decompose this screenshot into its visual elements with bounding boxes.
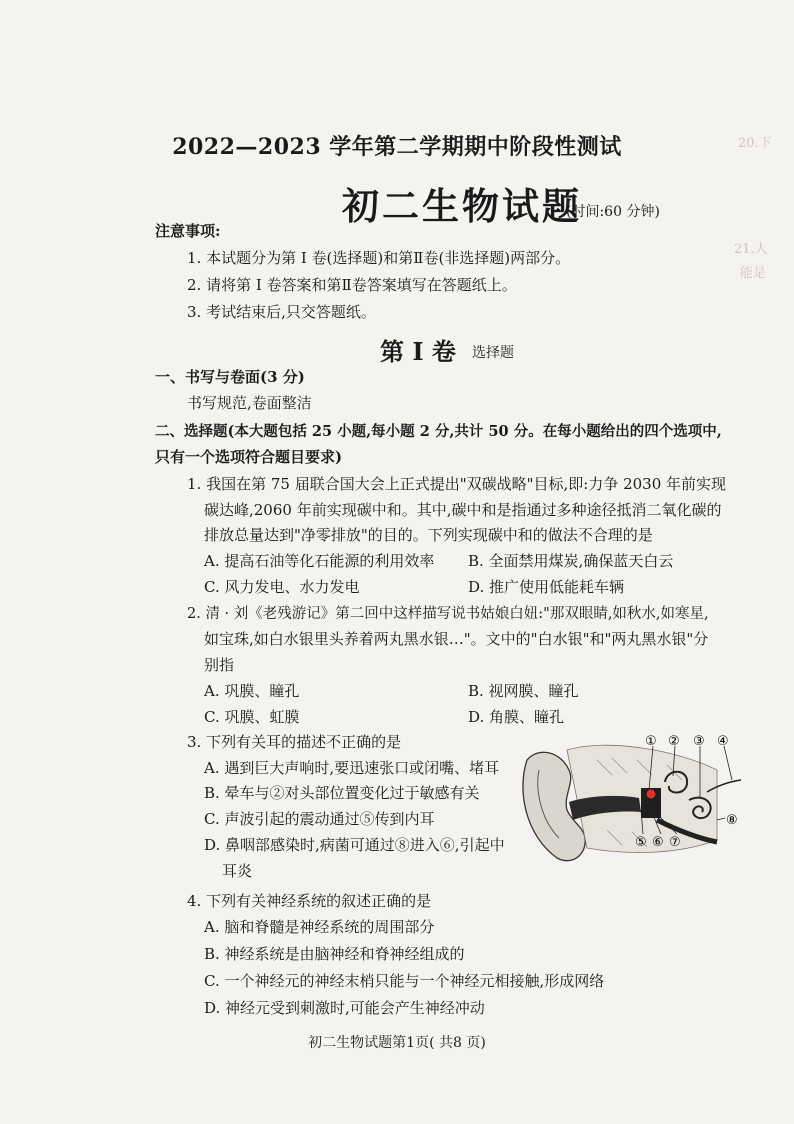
note-item: 1. 本试题分为第 I 卷(选择题)和第Ⅱ卷(非选择题)两部分。 xyxy=(187,249,571,267)
q1-stem: 碳达峰,2060 年前实现碳中和。其中,碳中和是指通过多种途径抵消二氧化碳的 xyxy=(204,501,722,519)
q4-stem: 4. 下列有关神经系统的叙述正确的是 xyxy=(187,892,432,910)
bleed-through-mark: 20.下 xyxy=(738,136,772,151)
notes-heading: 注意事项: xyxy=(155,222,221,240)
volume-title: 第 I 卷 xyxy=(380,337,456,366)
q1-option-d: D. 推广使用低能耗车辆 xyxy=(468,578,625,596)
section2-heading: 二、选择题(本大题包括 25 小题,每小题 2 分,共计 50 分。在每小题给出的四个选项中, xyxy=(155,423,722,440)
q3-option-b: B. 晕车与②对头部位置变化过于敏感有关 xyxy=(204,784,480,802)
bleed-through-mark: 21.人 xyxy=(734,242,768,257)
q4-option-a: A. 脑和脊髓是神经系统的周围部分 xyxy=(204,918,435,936)
q1-option-c: C. 风力发电、水力发电 xyxy=(204,578,360,596)
q1-option-a: A. 提高石油等化石能源的利用效率 xyxy=(204,552,435,570)
bleed-through-mark: 能是 xyxy=(740,266,767,281)
q2-stem: 如宝珠,如白水银里头养着两丸黑水银…"。文中的"白水银"和"两丸黑水银"分 xyxy=(204,630,709,648)
q3-option-d: D. 鼻咽部感染时,病菌可通过⑧进入⑥,引起中 xyxy=(204,836,505,854)
q2-option-d: D. 角膜、瞳孔 xyxy=(468,708,565,726)
section1-body: 书写规范,卷面整洁 xyxy=(187,394,312,412)
label-3: ③ xyxy=(693,734,705,749)
q1-stem: 排放总量达到"净零排放"的目的。下列实现碳中和的做法不合理的是 xyxy=(204,526,653,544)
label-4: ④ xyxy=(717,734,729,749)
label-6: ⑥ xyxy=(652,835,664,850)
exam-title: 2022—2023 学年第二学期期中阶段性测试 xyxy=(172,134,622,160)
exam-subject: 初二生物试题 xyxy=(342,184,582,228)
label-8: ⑧ xyxy=(726,813,738,828)
q1-stem: 1. 我国在第 75 届联合国大会上正式提出"双碳战略"目标,即:力争 2030 年前实现 xyxy=(187,475,727,493)
q3-stem: 3. 下列有关耳的描述不正确的是 xyxy=(187,733,402,751)
q2-option-a: A. 巩膜、瞳孔 xyxy=(204,682,300,700)
label-7: ⑦ xyxy=(669,835,681,850)
q4-option-d: D. 神经元受到刺激时,可能会产生神经冲动 xyxy=(204,999,485,1017)
label-2: ② xyxy=(668,734,680,749)
label-5: ⑤ xyxy=(635,835,647,850)
volume-subtitle: 选择题 xyxy=(472,345,514,361)
q2-stem: 别指 xyxy=(204,656,235,674)
q3-option-c: C. 声波引起的震动通过⑤传到内耳 xyxy=(204,810,435,828)
q4-option-b: B. 神经系统是由脑神经和脊神经组成的 xyxy=(204,945,465,963)
section1-heading: 一、书写与卷面(3 分) xyxy=(155,368,305,386)
exam-time: (时间:60 分钟) xyxy=(566,204,660,220)
page-footer: 初二生物试题第1页( 共8 页) xyxy=(308,1035,486,1051)
q3-option-a: A. 遇到巨大声响时,要迅速张口或闭嘴、堵耳 xyxy=(204,759,500,777)
q2-option-b: B. 视网膜、瞳孔 xyxy=(468,682,579,700)
q4-option-c: C. 一个神经元的神经末梢只能与一个神经元相接触,形成网络 xyxy=(204,972,605,990)
q1-option-b: B. 全面禁用煤炭,确保蓝天白云 xyxy=(468,552,674,570)
q3-option-d-cont: 耳炎 xyxy=(222,862,253,880)
q2-stem: 2. 清 · 刘《老残游记》第二回中这样描写说书姑娘白妞:"那双眼睛,如秋水,如寒星, xyxy=(187,606,709,622)
note-item: 2. 请将第 I 卷答案和第Ⅱ卷答案填写在答题纸上。 xyxy=(187,276,517,294)
ossicles xyxy=(646,789,656,799)
ear-structure-diagram xyxy=(517,730,747,870)
q2-option-c: C. 巩膜、虹膜 xyxy=(204,708,300,726)
note-item: 3. 考试结束后,只交答题纸。 xyxy=(187,303,376,321)
label-1: ① xyxy=(645,734,657,749)
section2-heading-cont: 只有一个选项符合题目要求) xyxy=(155,448,343,466)
